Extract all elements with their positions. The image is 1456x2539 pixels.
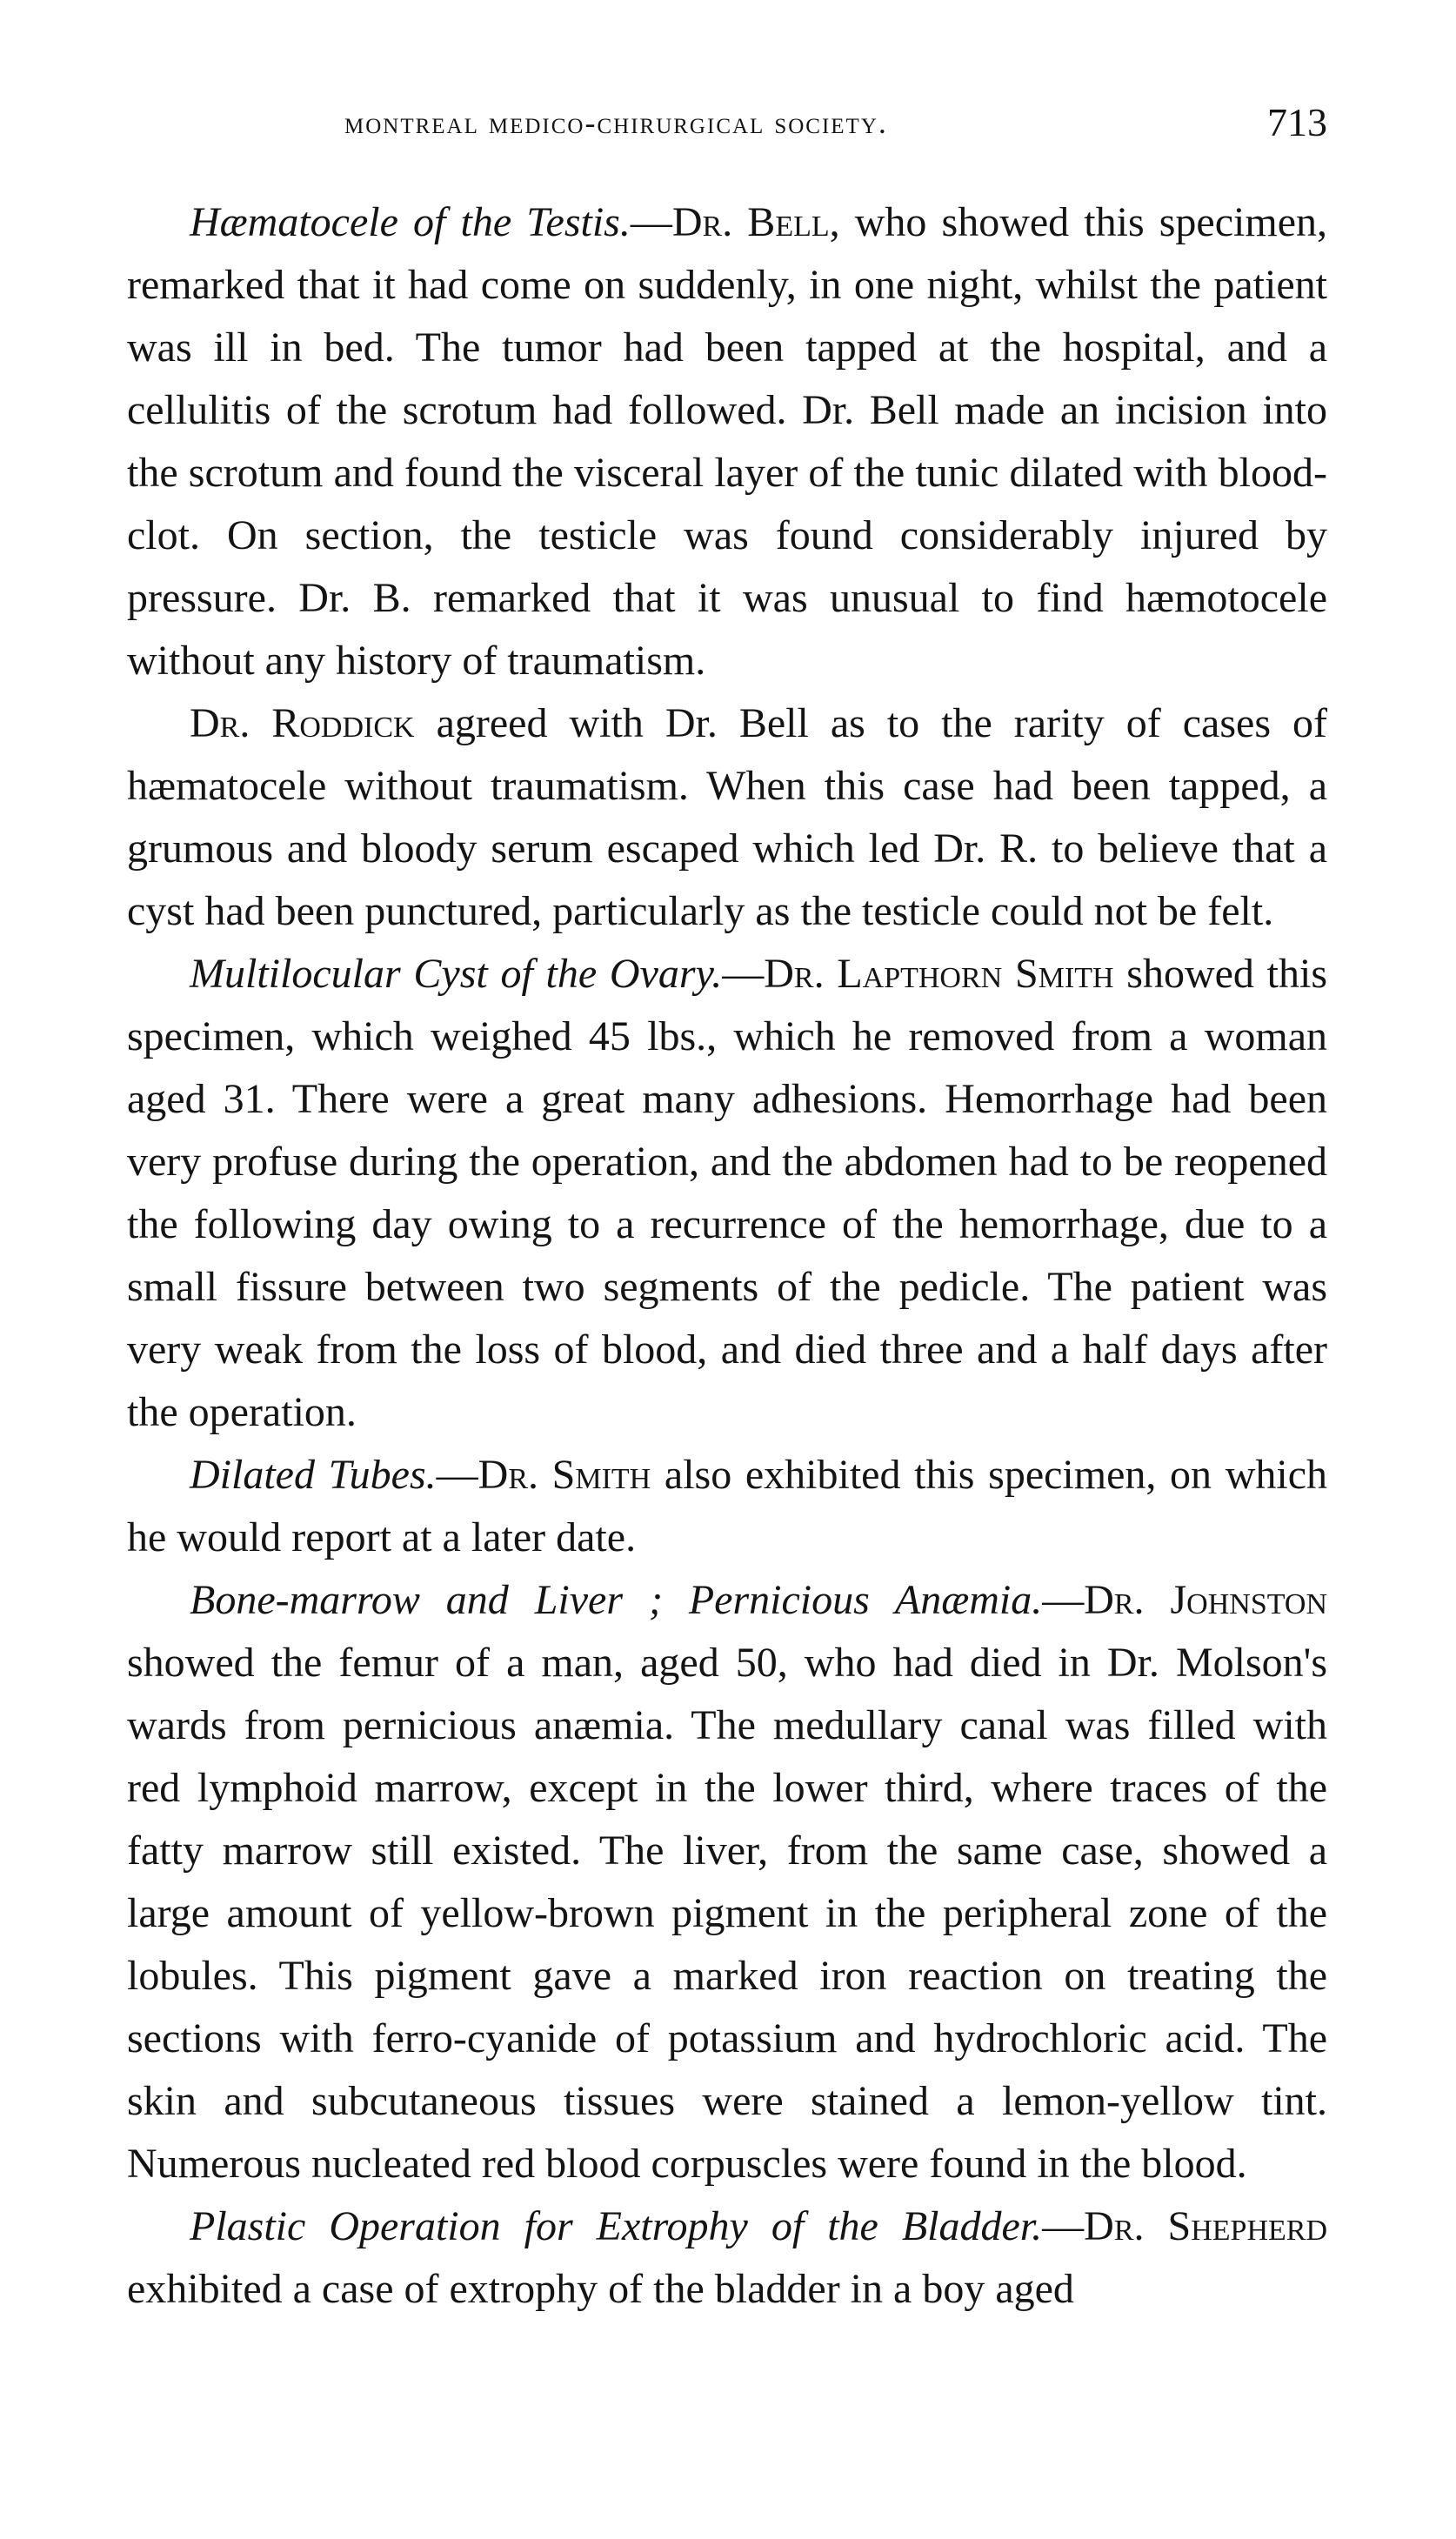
paragraph-text: showed this specimen, which weighed 45 lbs., which he removed from a woman aged 31. There were a great many adhesions. Hemorrhage had been very profuse during the operation, and the abdomen had to be reopened the following day owing to a recurrence of the hemorrhage, due to a small fissure between two segments of the pedicle. The patient was very weak from the loss of blood, and died three and a half days after the operation. [127, 951, 1328, 1435]
heading-dash: — [1042, 2203, 1085, 2249]
paragraph-text: who showed this specimen, remarked that it had come on suddenly, in one night, whilst the patient was ill in bed. The tumor had been tapped at the hospital, and a cellulitis of the scrotum had followed. Dr. Bell made an incision into the scrotum and found the visceral layer of the tunic dilated with blood-clot. On section, the testicle was found considerably injured by pressure. Dr. B. remarked that it was unusual to find hæmotocele without any history of traumatism. [127, 199, 1327, 684]
speaker-name: Dr. Bell, [671, 199, 840, 245]
paragraph-roddick [127, 692, 1327, 943]
paragraph-extrophy-bladder [127, 2195, 1327, 2321]
section-heading: Bone-marrow and Liver ; Pernicious Anæmia. [190, 1577, 1043, 1623]
paragraph-pernicious-anaemia [127, 1569, 1327, 2195]
section-heading: Multilocular Cyst of the Ovary. [190, 951, 723, 997]
heading-dash: — [1042, 1577, 1085, 1623]
section-heading: Hæmatocele of the Testis. [190, 199, 631, 245]
page-number: 713 [1267, 100, 1327, 144]
speaker-name: Dr. Roddick [190, 700, 415, 746]
body-text [127, 191, 1327, 2321]
speaker-name: Dr. Lapthorn Smith [764, 951, 1114, 997]
paragraph-ovary-cyst [127, 943, 1327, 1444]
heading-dash: — [630, 199, 672, 245]
paragraph-text: exhibited a case of extrophy of the bladder in a boy aged [127, 2266, 1074, 2312]
section-heading: Plastic Operation for Extrophy of the Bladder. [190, 2203, 1043, 2249]
paragraph-text: also exhibited this specimen, on which he would report at a later date. [127, 1452, 1328, 1560]
paragraph-haematocele [127, 191, 1327, 692]
paragraph-text: agreed with Dr. Bell as to the rarity of cases of hæmatocele without traumatism. When this case had been tapped, a grumous and bloody serum escaped which led Dr. R. to believe that a cyst had been punctured, particularly as the testicle could not be felt. [127, 700, 1327, 934]
paragraph-text: showed the femur of a man, aged 50, who had died in Dr. Molson's wards from pernicious anæmia. The medullary canal was filled with red lymphoid marrow, except in the lower third, where traces of the fatty marrow still existed. The liver, from the same case, showed a large amount of yellow-brown pigment in the peripheral zone of the lobules. This pigment gave a marked iron reaction on treating the sections with ferro-cyanide of potassium and hydrochloric acid. The skin and subcutaneous tissues were stained a lemon-yellow tint. Numerous nucleated red blood corpuscles were found in the blood. [127, 1640, 1327, 2187]
speaker-name: Dr. Shepherd [1084, 2203, 1328, 2249]
heading-dash: — [436, 1452, 478, 1498]
section-heading: Dilated Tubes. [190, 1452, 437, 1498]
running-title: montreal medico-chirurgical society. [344, 105, 888, 140]
speaker-name: Dr. Smith [478, 1452, 651, 1498]
speaker-name: Dr. Johnston [1084, 1577, 1327, 1623]
paragraph-dilated-tubes [127, 1444, 1327, 1569]
running-head [127, 96, 1327, 165]
heading-dash: — [722, 951, 765, 997]
document-page [127, 96, 1327, 2321]
